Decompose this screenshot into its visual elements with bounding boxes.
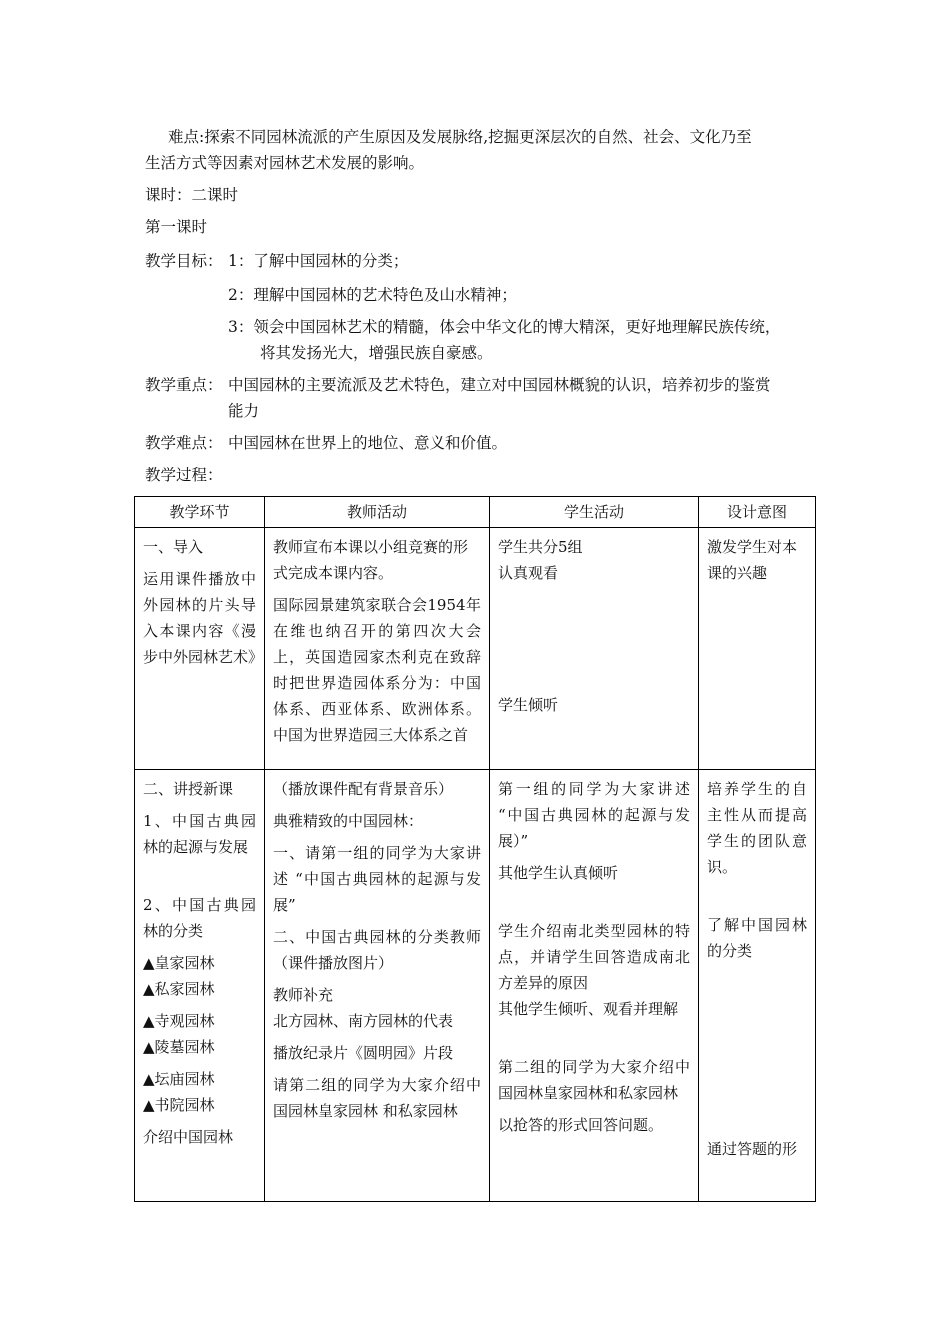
goal-2: 2：理解中国园林的艺术特色及山水精神； — [228, 286, 517, 304]
goals-label: 教学目标： — [145, 252, 223, 270]
focus-label: 教学重点： — [145, 376, 223, 394]
first-lesson: 第一课时 — [145, 218, 208, 236]
teacher-text: 二、中国古典园林的分类教师（课件播放图片） — [273, 928, 481, 972]
focus-line-1: 中国园林的主要流派及艺术特色，建立对中国园林概貌的认识，培养初步的鉴赏 — [228, 376, 771, 394]
stage-item: ▲书院园林 — [143, 1096, 215, 1114]
focus-line-2: 能力 — [228, 402, 260, 420]
stage-title: 一、导入 — [143, 538, 204, 556]
cell-intent — [699, 770, 816, 1202]
intent-text: 培养学生的自主性从而提高学生的团队意识。 — [707, 780, 807, 876]
header-stage: 教学环节 — [135, 497, 265, 528]
stage-desc: 运用课件播放中外园林的片头导入本课内容《漫步中外园林艺术》 — [143, 570, 264, 666]
cell-student — [490, 770, 699, 1202]
teacher-text: （播放课件配有背景音乐） — [273, 780, 454, 798]
teacher-text: 请第二组的同学为大家介绍中国园林皇家园林 和私家园林 — [273, 1076, 481, 1120]
teacher-text: 北方园林、南方园林的代表 — [273, 1012, 454, 1030]
goal-3-line-2: 将其发扬光大，增强民族自豪感。 — [260, 344, 493, 362]
teacher-text: 一、请第一组的同学为大家讲述 “中国古典园林的起源与发展” — [273, 844, 481, 914]
teacher-text: 教师补充 — [273, 986, 334, 1004]
stage-item: 2、中国古典园林的分类 — [143, 896, 256, 940]
goal-1: 1：了解中国园林的分类； — [228, 252, 409, 270]
class-hours: 课时：二课时 — [145, 186, 239, 204]
goal-3-line-1: 3：领会中国园林艺术的精髓，体会中华文化的博大精深，更好地理解民族传统， — [228, 318, 781, 336]
stage-item: 介绍中国园林 — [143, 1128, 234, 1146]
teacher-text: 教师宣布本课以小组竞赛的形式完成本课内容。 — [273, 538, 469, 582]
cell-teacher — [265, 770, 490, 1202]
student-text: 认真观看 — [498, 564, 559, 582]
header-student: 学生活动 — [490, 497, 699, 528]
teacher-text: 播放纪录片《圆明园》片段 — [273, 1044, 454, 1062]
hard-text: 中国园林在世界上的地位、意义和价值。 — [228, 434, 508, 452]
stage-item: ▲寺观园林 — [143, 1012, 215, 1030]
stage-title: 二、讲授新课 — [143, 780, 234, 798]
cell-teacher — [265, 528, 490, 770]
difficulty-line-1: 难点:探索不同园林流派的产生原因及发展脉络,挖掘更深层次的自然、社会、文化乃至 — [168, 128, 752, 146]
student-text: 其他学生倾听、观看并理解 — [498, 1000, 679, 1018]
intent-text: 了解中国园林的分类 — [707, 916, 807, 960]
student-text: 学生介绍南北类型园林的特点，并请学生回答造成南北方差异的原因 — [498, 922, 690, 992]
header-teacher: 教师活动 — [265, 497, 490, 528]
difficulty-line-2: 生活方式等因素对园林艺术发展的影响。 — [145, 154, 425, 172]
teacher-text: 国际园景建筑家联合会1954年在维也纳召开的第四次大会上，英国造园家杰利克在致辞时把世界造园体系分为：中国体系、西亚体系、欧洲体系。中国为世界造园三大体系之首 — [273, 596, 481, 744]
intent-text: 通过答题的形 — [707, 1140, 798, 1158]
student-text: 第二组的同学为大家介绍中国园林皇家园林和私家园林 — [498, 1058, 690, 1102]
intent-text: 激发学生对本课的兴趣 — [707, 538, 798, 582]
student-text: 学生倾听 — [498, 696, 559, 714]
stage-item: ▲陵墓园林 — [143, 1038, 215, 1056]
cell-stage — [135, 528, 265, 770]
student-text: 第一组的同学为大家讲述 “中国古典园林的起源与发展）” — [498, 780, 690, 850]
cell-stage — [135, 770, 265, 1202]
stage-item: ▲私家园林 — [143, 980, 215, 998]
table-row-new-lesson — [135, 770, 816, 1202]
lesson-process-table — [134, 496, 816, 1202]
student-text: 其他学生认真倾听 — [498, 864, 619, 882]
table-header-row — [135, 497, 816, 528]
cell-intent — [699, 528, 816, 770]
cell-student — [490, 528, 699, 770]
stage-item: 1、中国古典园林的起源与发展 — [143, 812, 256, 856]
student-text: 学生共分5组 — [498, 538, 583, 556]
hard-label: 教学难点： — [145, 434, 223, 452]
student-text: 以抢答的形式回答问题。 — [498, 1116, 664, 1134]
stage-item: ▲皇家园林 — [143, 954, 215, 972]
process-label: 教学过程： — [145, 466, 223, 484]
header-intent: 设计意图 — [699, 497, 816, 528]
teacher-text: 典雅精致的中国园林： — [273, 812, 424, 830]
stage-item: ▲坛庙园林 — [143, 1070, 215, 1088]
table-row-intro — [135, 528, 816, 770]
